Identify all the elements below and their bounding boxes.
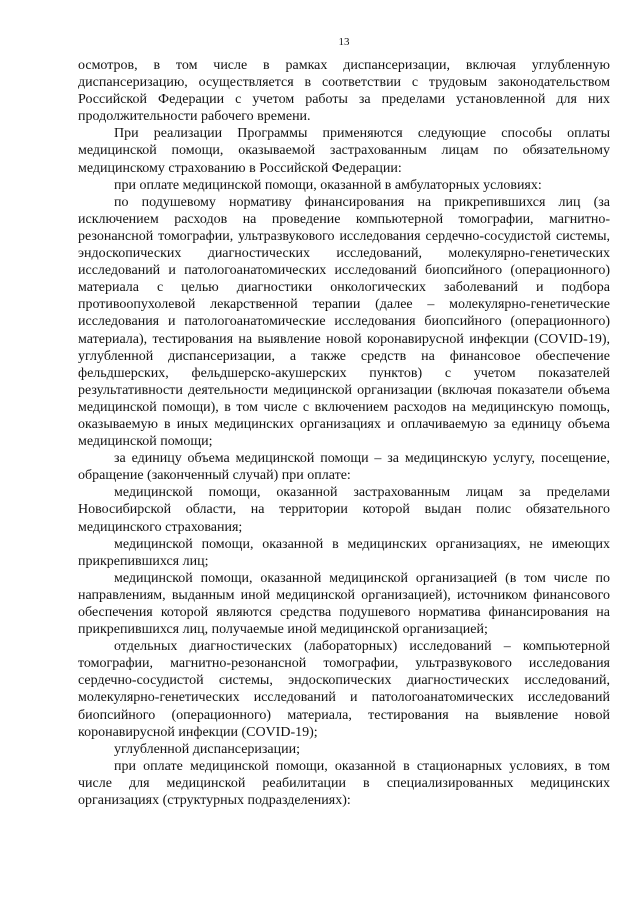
paragraph-continuation: осмотров, в том числе в рамках диспансеризации, включая углубленную диспансеризацию, осуществляется в соответствии с трудовым законодательством Российской Федерации с учетом работы за пределами установленной для них продолжительности рабочего времени. — [78, 58, 610, 125]
paragraph-diagnostic-tests: отдельных диагностических (лабораторных) исследований – компьютерной томографии, магнитно-резонансной томографии, ультразвукового исследования сердечно-сосудистой системы, эндоскопических диагностических исследований, молекулярно-генетических исследований и патологоанатомических исследований биопсийного (операционного) материала, тестирования на выявление новой коронавирусной инфекции (COVID-19); — [78, 639, 610, 740]
paragraph-per-capita-standard: по подушевому нормативу финансирования на прикрепившихся лиц (за исключением расходов на проведение компьютерной томографии, магнитно-резонансной томографии, ультразвукового исследования сердечно-сосудистой системы, эндоскопических диагностических исследований, молекулярно-генетических исследований и патологоанатомических исследований биопсийного (операционного) материала с целью диагностики онкологических заболеваний и подбора противоопухолевой лекарственной терапии (далее – молекулярно-генетические исследования и патологоанатомические исследования биопсийного (операционного) материала), тестирования на выявление новой коронавирусной инфекции (COVID-19), углубленной диспансеризации, а также средств на финансовое обеспечение фельдшерских, фельдшерско-акушерских пунктов) с учетом показателей результативности деятельности медицинской организации (включая показатели объема медицинской помощи), в том числе с включением расходов на медицинскую помощь, оказываемую в иных медицинских организациях и оплачиваемую за единицу объема медицинской помощи; — [78, 194, 610, 450]
paragraph-referrals: медицинской помощи, оказанной медицинской организацией (в том числе по направлениям, выданным иной медицинской организацией), источником финансового обеспечения которой являются средства подушевого норматива финансирования на прикрепившихся лиц, получаемые иной медицинской организацией; — [78, 570, 610, 638]
paragraph-inpatient-heading: при оплате медицинской помощи, оказанной в стационарных условиях, в том числе для медицинской реабилитации в специализированных медицинских организациях (структурных подразделениях): — [78, 758, 610, 809]
paragraph-in-depth-checkup: углубленной диспансеризации; — [114, 741, 301, 757]
page-number: 13 — [338, 36, 350, 48]
paragraph-payment-methods-intro: При реализации Программы применяются следующие способы оплаты медицинской помощи, оказываемой застрахованным лицам по обязательному медицинскому страхованию в Российской Федерации: — [78, 126, 610, 176]
paragraph-per-unit-volume: за единицу объема медицинской помощи – за медицинскую услугу, посещение, обращение (законченный случай) при оплате: — [78, 451, 610, 484]
paragraph-outside-region: медицинской помощи, оказанной застрахованным лицам за пределами Новосибирской области, на территории которой выдан полис обязательного медицинского страхования; — [78, 485, 610, 535]
paragraph-outpatient-heading: при оплате медицинской помощи, оказанной в амбулаторных условиях: — [114, 177, 542, 193]
paragraph-no-attached-persons: медицинской помощи, оказанной в медицинских организациях, не имеющих прикрепившихся лиц; — [78, 536, 610, 569]
